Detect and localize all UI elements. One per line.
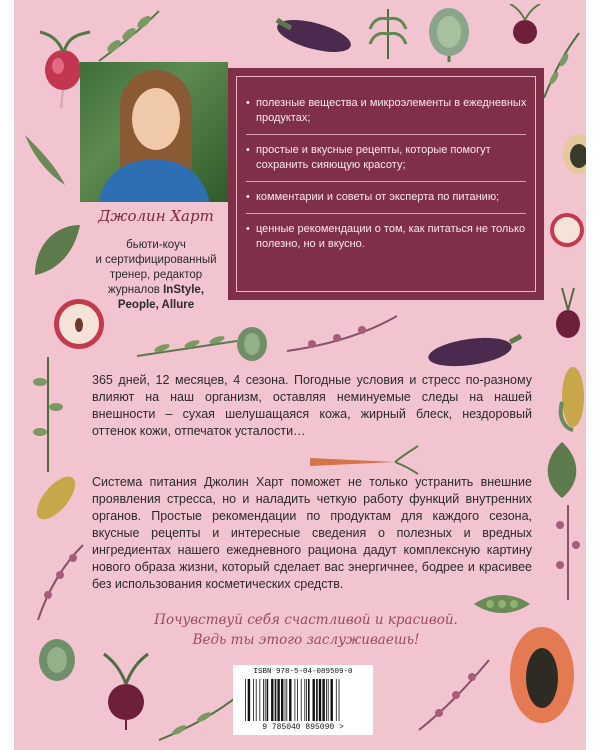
beet-icon (548, 284, 586, 344)
artichoke-icon (232, 322, 272, 364)
eggplant-icon (269, 8, 359, 58)
isbn-barcode-block (233, 665, 373, 735)
artichoke-icon (34, 634, 80, 684)
apple-half-icon (548, 210, 586, 250)
barcode-bar (253, 679, 254, 721)
barcode-bar (316, 679, 318, 721)
barcode-bar (295, 679, 296, 721)
barcode-bar (322, 679, 324, 721)
barcode-bar (304, 679, 305, 721)
barcode-bar (331, 679, 333, 721)
barcode-bar (277, 679, 279, 721)
corn-icon (558, 362, 586, 432)
barcode-bar (301, 679, 302, 721)
description-paragraph: Система питания Джолин Харт поможет не только устранить внешние проявления стресса, но и наладить четкую работу функций внутренних органов. Простые рекомендации по продуктам для каждого сезона, вкусные рецепты и интересные сведения о полезных и вредных ингредиентах нашего ежедневного рациона дадут комплексную картину нового образа жизни, который сделает вас энергичнее, бодрее и красивее без использования косметических средств. (92, 475, 532, 591)
author-photo (80, 62, 228, 202)
feature-item: • простые и вкусные рецепты, которые помогут сохранить сияющую красоту; (246, 143, 536, 173)
barcode-bar (313, 679, 315, 721)
slogan: Почувствуй себя счастливой и красивой. Ведь ты этого заслуживаешь! (154, 612, 458, 648)
intro-paragraph: 365 дней, 12 месяцев, 4 сезона. Погодные условия и стресс по-разному влияют на наш организм, оставляя неминуемые следы на нашей внешности – сухая шелушащаяся кожа, жирный блеск, нездоровый оттенок кожи, отпечаток усталости… (92, 373, 532, 438)
carrot-icon (300, 438, 420, 478)
barcode-bar (271, 679, 273, 721)
herb-sprig-icon (154, 690, 244, 745)
herb-sprig-icon (282, 306, 402, 361)
barcode-bar (281, 679, 283, 721)
divider (246, 213, 526, 214)
barcode (243, 679, 363, 721)
herb-sprig-icon (548, 500, 586, 600)
barcode-bar (326, 679, 327, 721)
isbn-text: ISBN 978-5-04-089509-0 (253, 668, 353, 676)
divider (246, 134, 526, 135)
barcode-bar (265, 679, 266, 721)
herb-sprig-icon (28, 352, 68, 472)
fig-icon (559, 128, 586, 176)
barcode-bar (336, 679, 337, 721)
magazine-names: People, Allure (117, 299, 195, 311)
barcode-bar (263, 679, 264, 721)
author-name: Джолин Харт (98, 207, 214, 225)
divider (246, 181, 526, 182)
feature-item: • ценные рекомендации о том, как питаться не только полезно, но и вкусно. (246, 222, 536, 252)
barcode-bar (256, 679, 257, 721)
barcode-bar (285, 679, 286, 721)
pea-pod-icon (20, 130, 70, 190)
leaf-icon (538, 440, 586, 500)
herb-sprig-icon (414, 655, 494, 735)
barcode-bar (289, 679, 291, 721)
herb-sprig-icon (94, 6, 164, 66)
beet-icon (96, 650, 156, 730)
barcode-bar (328, 679, 329, 721)
corn-icon (26, 468, 86, 528)
feature-item: • полезные вещества и микроэлементы в ежедневных продуктах; (246, 96, 536, 126)
barcode-number: 9 785040 895090 > (262, 723, 344, 732)
herb-sprig-icon (28, 540, 88, 620)
feature-item: • комментарии и советы от эксперта по питанию; (246, 190, 536, 205)
eggplant-icon (422, 330, 522, 370)
barcode-bar (275, 679, 277, 721)
features-list (246, 96, 536, 252)
barcode-bar (248, 679, 250, 721)
barcode-bar (245, 679, 246, 721)
herb-sprig-icon (366, 4, 411, 59)
barcode-bar (267, 679, 269, 721)
papaya-icon (502, 620, 582, 730)
artichoke-icon (419, 2, 479, 62)
author-bio: бьюти-коуч и сертифицированный тренер, редактор журналов InStyle, People, Allure (95, 239, 217, 311)
barcode-bar (308, 679, 310, 721)
barcode-bar (286, 679, 287, 721)
herb-sprig-icon (132, 326, 242, 366)
barcode-bar (339, 679, 340, 721)
barcode-bar (306, 679, 307, 721)
magazine-names: InStyle, (163, 284, 205, 296)
barcode-bar (319, 679, 321, 721)
barcode-bar (297, 679, 298, 721)
barcode-bar (259, 679, 260, 721)
